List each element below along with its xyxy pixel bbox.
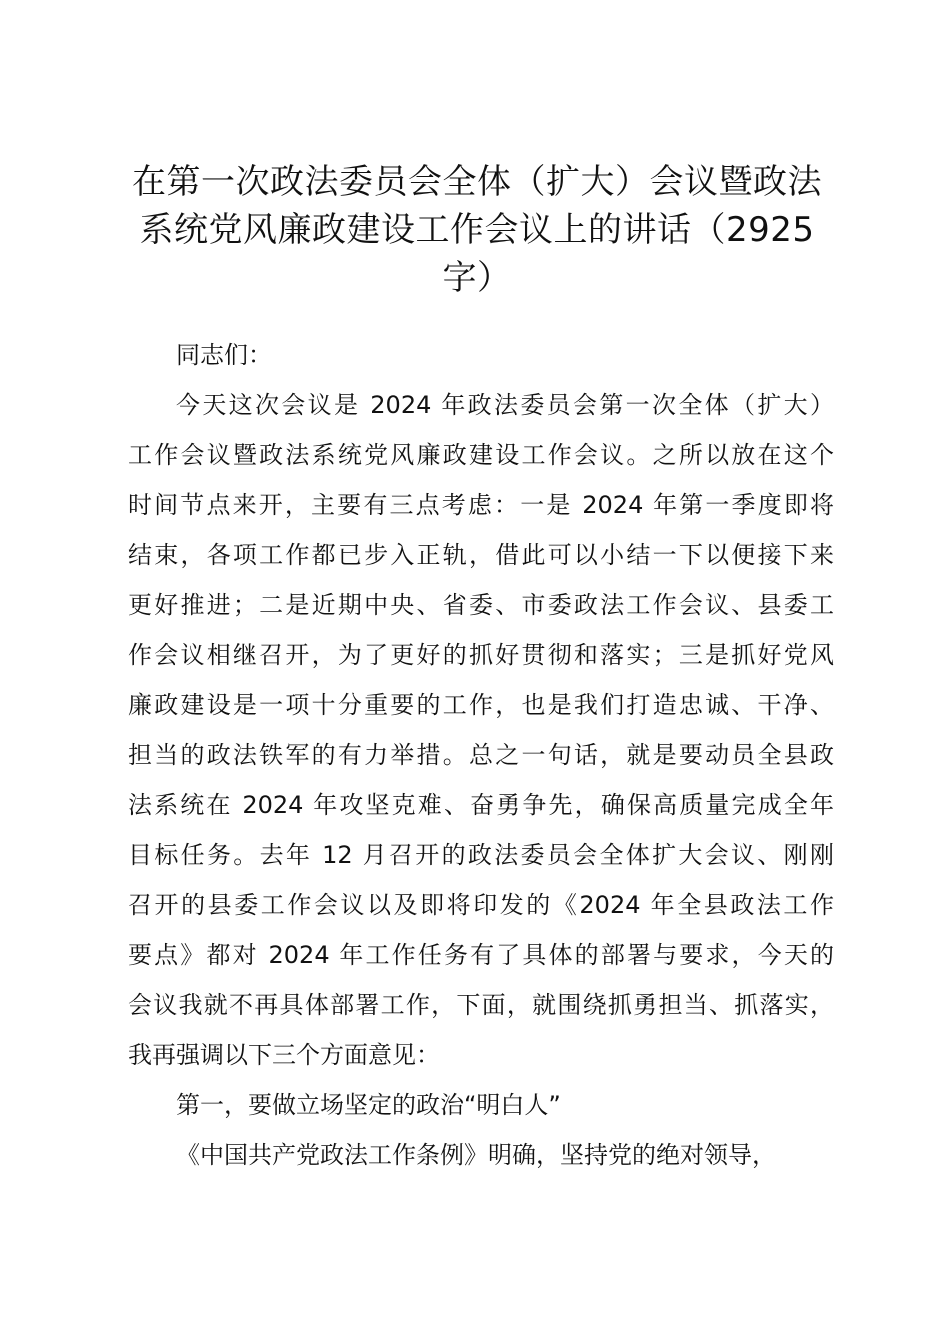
text-line: 我再强调以下三个方面意见： [128, 1041, 440, 1069]
text-line: 时间节点来开，主要有三点考虑：一是 2024 年第一季度即将 [128, 491, 834, 519]
text-line: 要点》都对 2024 年工作任务有了具体的部署与要求，今天的 [128, 941, 834, 969]
paragraph-intro [128, 380, 834, 1080]
text-line: 目标任务。去年 12 月召开的政法委员会全体扩大会议、刚刚 [128, 841, 834, 869]
text-line: 工作会议暨政法系统党风廉政建设工作会议。之所以放在这个 [128, 441, 834, 469]
text-line: 召开的县委工作会议以及即将印发的《2024 年全县政法工作 [128, 891, 834, 919]
text-line: 更好推进；二是近期中央、省委、市委政法工作会议、县委工 [128, 591, 834, 619]
greeting: 同志们： [176, 341, 272, 369]
title-line: 字） [442, 258, 512, 298]
paragraph-start: 《中国共产党政法工作条例》明确，坚持党的绝对领导， [176, 1141, 776, 1169]
title-line: 系统党风廉政建设工作会议上的讲话（2925 [139, 210, 815, 250]
text-line: 法系统在 2024 年攻坚克难、奋勇争先，确保高质量完成全年 [128, 791, 834, 819]
title-line: 在第一次政法委员会全体（扩大）会议暨政法 [132, 162, 822, 202]
text-line: 会议我就不再具体部署工作，下面，就围绕抓勇担当、抓落实， [128, 991, 834, 1019]
text-line: 今天这次会议是 2024 年政法委员会第一次全体（扩大） [176, 391, 834, 419]
section-heading-1: 第一，要做立场坚定的政治“明白人” [176, 1091, 561, 1119]
text-line: 担当的政法铁军的有力举措。总之一句话，就是要动员全县政 [128, 741, 834, 769]
text-line: 廉政建设是一项十分重要的工作，也是我们打造忠诚、干净、 [128, 691, 834, 719]
document-body [128, 330, 834, 1180]
document-title [120, 158, 834, 302]
text-line: 作会议相继召开，为了更好的抓好贯彻和落实；三是抓好党风 [128, 641, 834, 669]
text-line: 结束，各项工作都已步入正轨，借此可以小结一下以便接下来 [128, 541, 834, 569]
